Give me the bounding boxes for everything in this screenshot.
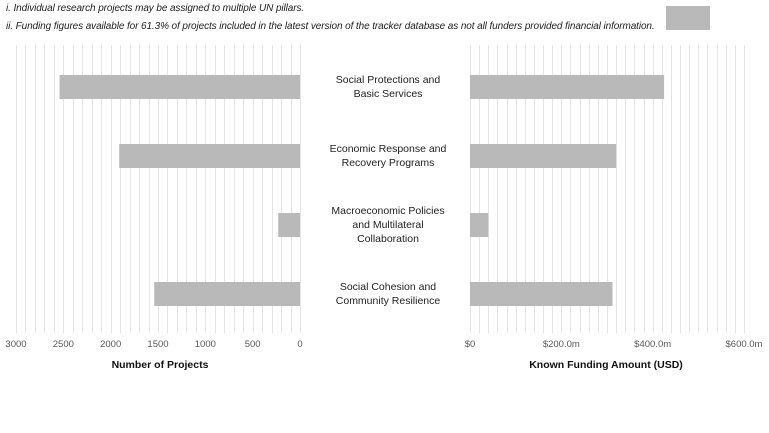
category-label xyxy=(318,204,458,246)
category-label-line: Social Protections and xyxy=(335,74,441,86)
right-bar xyxy=(470,282,612,306)
right-tick-label: $600.0m xyxy=(725,339,763,350)
footnote-2: ii. Funding figures available for 61.3% of projects included in the latest version of the tracker database as not all funders provided financial information. xyxy=(6,21,655,32)
right-tick-label: $0 xyxy=(464,339,476,350)
right-bar xyxy=(470,213,488,237)
category-label xyxy=(318,73,458,101)
right-tick-label: $200.0m xyxy=(542,339,580,350)
left-tick-label: 500 xyxy=(244,339,261,350)
left-tick-label: 0 xyxy=(297,339,303,350)
right-tick-label: $400.0m xyxy=(634,339,672,350)
category-label xyxy=(318,280,458,308)
category-label-line: and Multilateral xyxy=(352,219,424,231)
right-bar xyxy=(470,75,664,99)
category-label xyxy=(318,142,458,170)
left-axis-title: Number of Projects xyxy=(111,359,209,371)
category-label-line: Macroeconomic Policies xyxy=(331,205,445,217)
left-bar xyxy=(60,75,300,99)
category-label-line: Community Resilience xyxy=(335,295,441,307)
left-tick-label: 2000 xyxy=(100,339,122,350)
category-label-line: Collaboration xyxy=(357,233,419,245)
left-tick-label: 3000 xyxy=(5,339,27,350)
category-label-line: Basic Services xyxy=(353,88,423,100)
left-bar xyxy=(119,144,300,168)
left-tick-label: 2500 xyxy=(52,339,74,350)
right-axis-title: Known Funding Amount (USD) xyxy=(529,359,683,371)
footnote-1: i. Individual research projects may be assigned to multiple UN pillars. xyxy=(6,3,305,14)
category-label-line: Social Cohesion and xyxy=(339,281,437,293)
category-label-line: Recovery Programs xyxy=(341,157,435,169)
left-bar xyxy=(278,213,300,237)
left-bar xyxy=(154,282,300,306)
right-bar xyxy=(470,144,616,168)
category-label-line: Economic Response and xyxy=(329,143,447,155)
left-tick-label: 1000 xyxy=(194,339,216,350)
left-tick-label: 1500 xyxy=(147,339,169,350)
